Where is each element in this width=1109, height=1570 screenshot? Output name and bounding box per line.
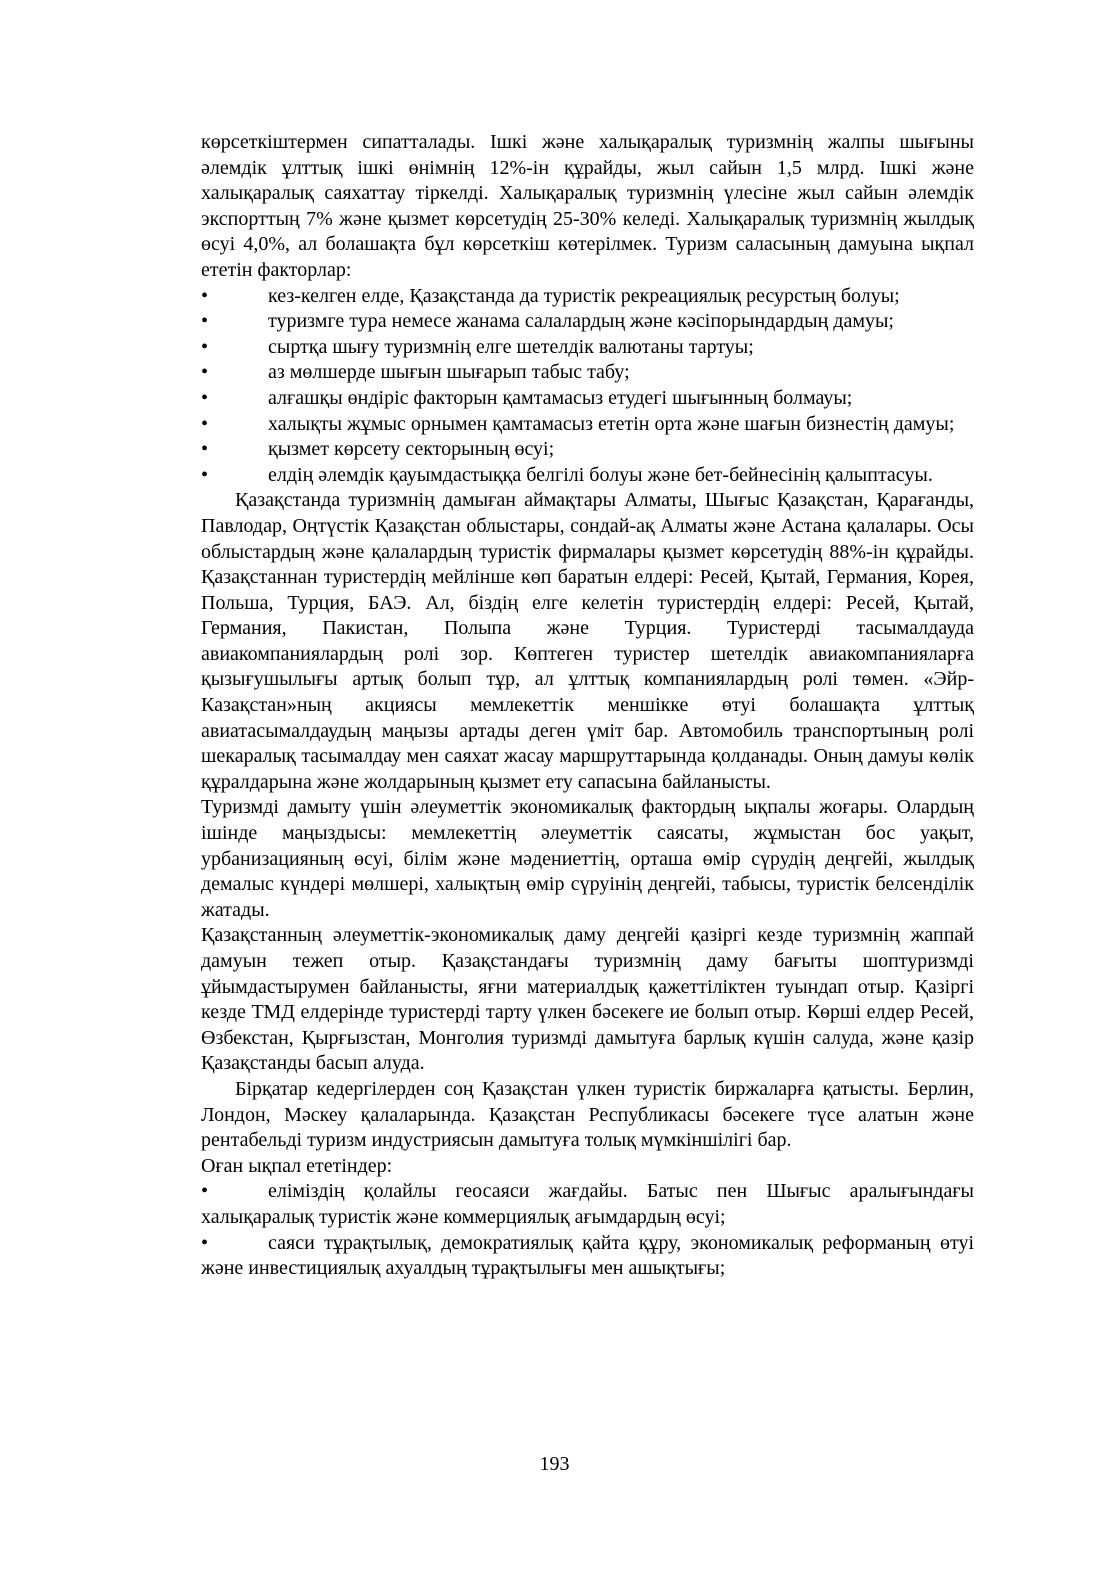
paragraph-regions: Қазақстанда туризмнің дамыған аймақтары Алматы, Шығыс Қазақстан, Қарағанды, Павлодар, Оңтүстік Қазақстан облыстары, сондай-ақ Алматы және Астана қалалары. Осы облыстардың және қалалардың туристік фирмалары қызмет көрсетудің 88%-ін құрайды. Қазақстаннан туристердің мейлінше көп баратын елдері: Ресей, Қытай, Германия, Корея, Польша, Турция, БАЭ. Ал, біздің елге келетін туристердің елдері: Ресей, Қытай, Германия, Пакистан, Полыпа және Турция. Туристерді тасымалдауда авиакомпаниялардың ролі зор. Көптеген туристер шетелдік авиакомпанияларға қызығушылығы артық болып тұр, ал ұлттық компаниялардың ролі төмен. «Эйр-Казақстан»ның акциясы мемлекеттік меншікке өтуі болашақта ұлттық авиатасымалдаудың маңызы артады деген үміт бар. Автомобиль транспортының ролі шекаралық тасымалдау мен саяхат жасау маршруттарында қолданады. Оның дамуы көлік құралдарына және жолдарының қызмет ету сапасына байланысты. xyxy=(201,489,974,793)
bullet-icon: • xyxy=(201,284,209,307)
list-item-text: алғашқы өндіріс факторын қамтамасыз етудегі шығынның болмауы; xyxy=(268,386,853,409)
list-item-text: аз мөлшерде шығын шығарып табыс табу; xyxy=(268,361,630,384)
factors-list xyxy=(201,284,974,489)
list-item-text: еліміздің қолайлы геосаяси жағдайы. Батыс пен Шығыс аралығындағы халықаралық туристік және коммерциялық ағымдардың өсуі; xyxy=(201,1180,974,1228)
bullet-icon: • xyxy=(201,310,209,333)
list-item xyxy=(201,1231,974,1282)
list-item xyxy=(201,335,974,361)
list-item xyxy=(201,463,974,489)
influences-list xyxy=(201,1179,974,1281)
list-item xyxy=(201,360,974,386)
list-item-text: сыртқа шығу туризмнің елге шетелдік валютаны тартуы; xyxy=(268,335,754,358)
paragraph-intro: көрсеткіштермен сипатталады. Ішкі және халықаралық туризмнің жалпы шығыны әлемдік ұлттық ішкі өнімнің 12%-ін құрайды, жыл сайын 1,5 млрд. Ішкі және халықаралық саяхаттау тіркелді. Халықаралық туризмнің үлесіне жыл сайын әлемдік экспорттың 7% және қызмет көрсетудің 25-30% келеді. Халықаралық туризмнің жылдық өсуі 4,0%, ал болашақта бұл көрсеткіш көтерілмек. Туризм саласының дамуына ықпал ететін факторлар: xyxy=(201,131,974,281)
list-item-text: елдің әлемдік қауымдастыққа белгілі болуы және бет-бейнесінің қалыптасуы. xyxy=(268,463,933,486)
list-item-text: туризмге тура немесе жанама салалардың және кәсіпорындардың дамуы; xyxy=(268,310,894,333)
paragraph-exchanges: Бірқатар кедергілерден соң Қазақстан үлкен туристік биржаларға қатысты. Берлин, Лондон, Мәскеу қалаларында. Қазақстан Республикасы бәсекеге түсе алатын және рентабельді туризм индустриясын дамытуға толық мүмкіншілігі бар. xyxy=(201,1077,974,1152)
bullet-icon: • xyxy=(201,1231,209,1254)
list-item xyxy=(201,1179,974,1230)
list-item-text: саяси тұрақтылық, демократиялық қайта құру, экономикалық реформаның өтуі және инвестициялық ахуалдың тұрақтылығы мен ашықтығы; xyxy=(201,1231,974,1280)
bullet-icon: • xyxy=(201,1180,209,1203)
bullet-icon: • xyxy=(201,438,209,461)
page-number: 193 xyxy=(539,1453,570,1475)
list-item-text: кез-келген елде, Қазақстанда да туристік рекреациялық ресурстың болуы; xyxy=(268,284,900,307)
bullet-icon: • xyxy=(201,386,209,409)
list-item xyxy=(201,284,974,310)
paragraph-socio-economic: Туризмді дамыту үшін әлеуметтік экономикалық фактордың ықпалы жоғары. Олардың ішінде маңыздысы: мемлекеттің әлеуметтік саясаты, жұмыстан бос уақыт, урбанизацияның өсуі, білім және мәдениеттің, орташа өмір сүрудің деңгейі, жылдық демалыс күндері мөлшері, халықтың өмір сүруінің деңгейі, табысы, туристік белсенділік жатады. xyxy=(201,796,974,921)
list-item-text: қызмет көрсету секторының өсуі; xyxy=(268,438,555,461)
list-item-text: халықты жұмыс орнымен қамтамасыз ететін орта және шағын бизнестің дамуы; xyxy=(268,412,955,435)
list-item xyxy=(201,309,974,335)
list-item xyxy=(201,386,974,412)
list-item xyxy=(201,412,974,438)
bullet-icon: • xyxy=(201,361,209,384)
paragraph-influences-heading: Оған ықпал ететіндер: xyxy=(201,1154,393,1177)
bullet-icon: • xyxy=(201,463,209,486)
list-item xyxy=(201,437,974,463)
paragraph-development-level: Қазақстанның әлеуметтік-экономикалық даму деңгейі қазіргі кезде туризмнің жаппай дамуын тежеп отыр. Қазақстандағы туризмнің даму бағыты шоптуризмді ұйымдастырумен байланысты, яғни материалдық қажеттіліктен туындап отыр. Қазіргі кезде ТМД елдерінде туристерді тарту үлкен бәсекеге ие болып отыр. Көрші елдер Ресей, Өзбекстан, Қырғызстан, Монголия туризмді дамытуға барлық күшін салуда, және қазір Қазақстанды басып алуда. xyxy=(201,924,974,1075)
bullet-icon: • xyxy=(201,335,209,358)
page-body xyxy=(201,130,974,1282)
bullet-icon: • xyxy=(201,412,209,435)
